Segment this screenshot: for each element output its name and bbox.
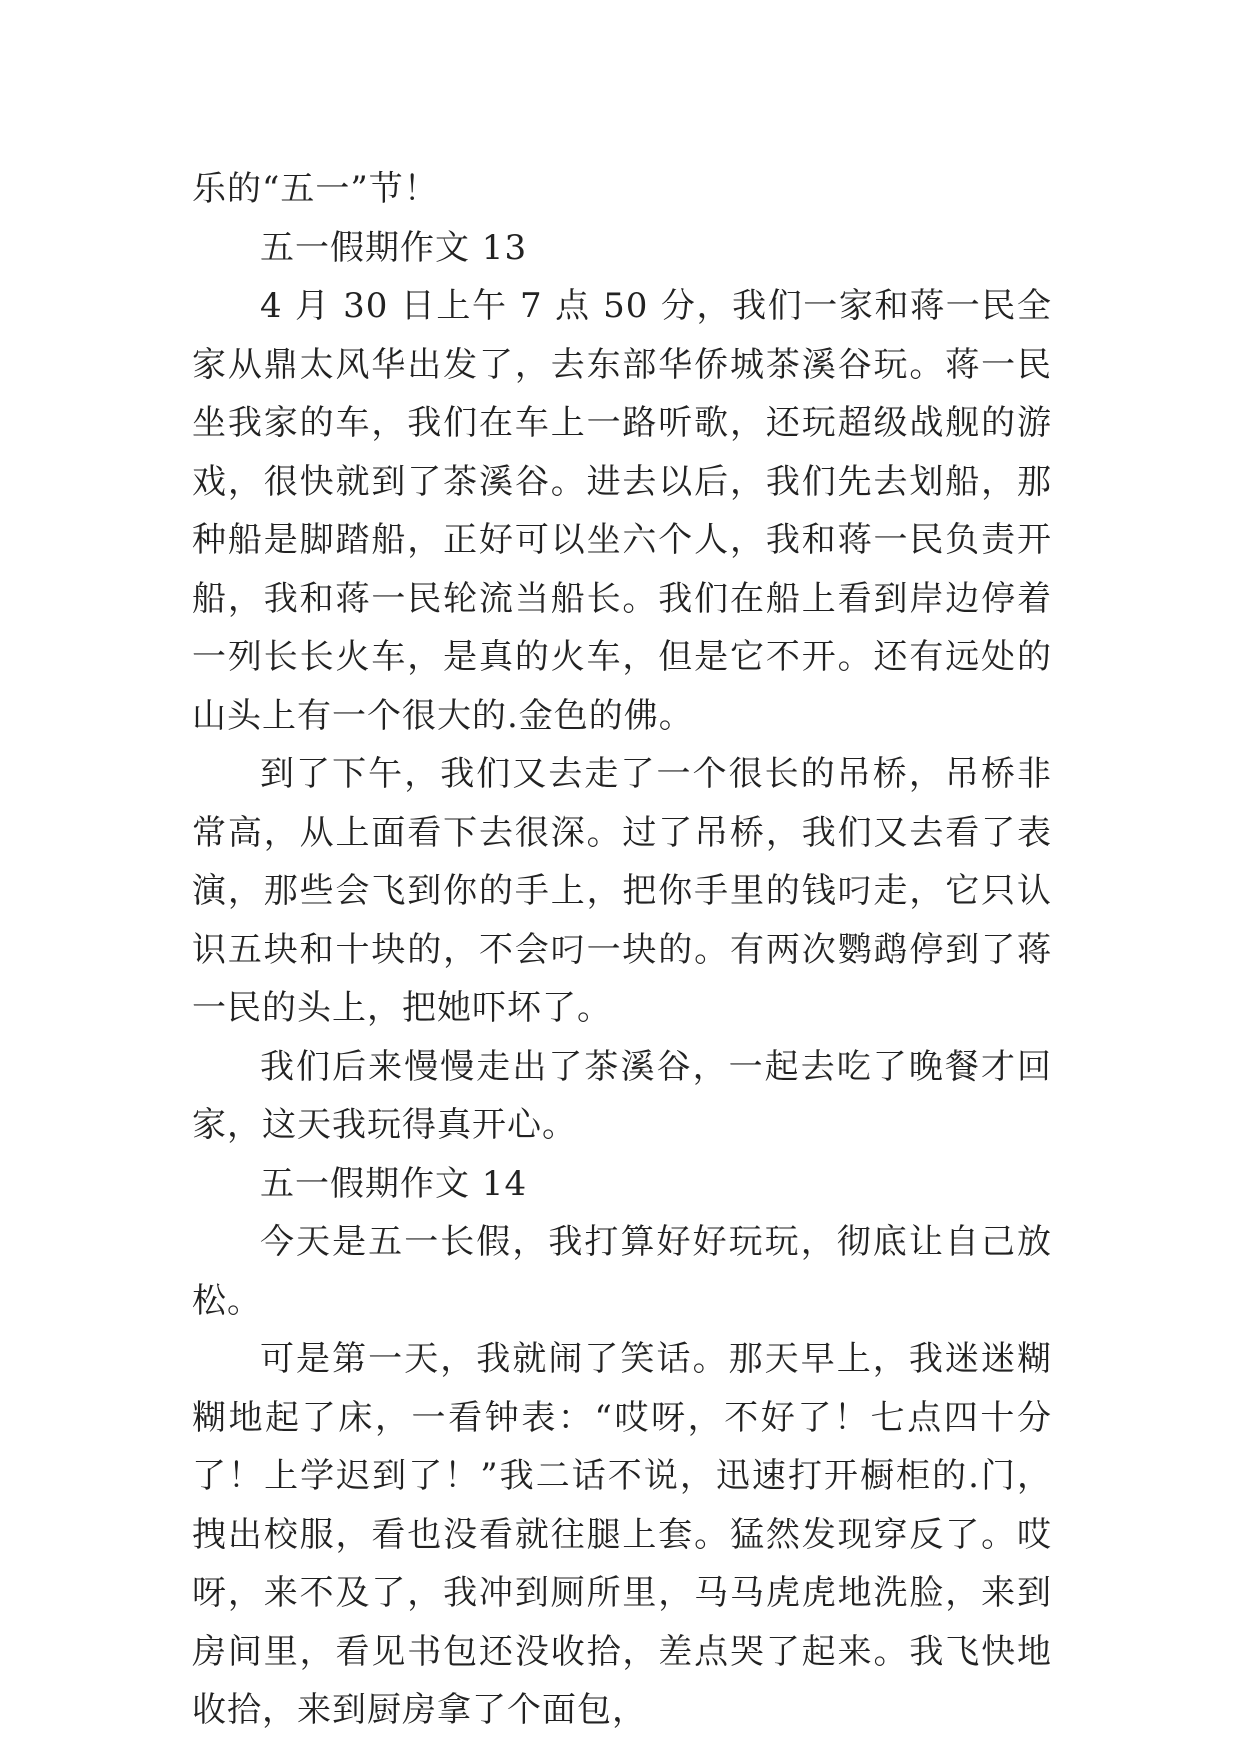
paragraph: 可是第一天，我就闹了笑话。那天早上，我迷迷糊糊地起了床，一看钟表：“哎呀，不好了！七点四十分了！上学迟到了！”我二话不说，迅速打开橱柜的.门，拽出校服，看也没看就往腿上套。猛然发现穿反了。哎呀，来不及了，我冲到厕所里，马马虎虎地洗脸，来到房间里，看见书包还没收拾，差点哭了起来。我飞快地收拾，来到厨房拿了个面包， <box>192 1339 1052 1730</box>
paragraph: 今天是五一长假，我打算好好玩玩，彻底让自己放松。 <box>192 1222 1052 1321</box>
paragraph-continuation: 乐的“五一”节！ <box>192 169 439 209</box>
essay-title-14: 五一假期作文 14 <box>260 1163 528 1204</box>
paragraph: 4 月 30 日上午 7 点 50 分，我们一家和蒋一民全家从鼎太风华出发了，去东部华侨城茶溪谷玩。蒋一民坐我家的车，我们在车上一路听歌，还玩超级战舰的游戏，很快就到了茶溪谷。进去以后，我们先去划船，那种船是脚踏船，正好可以坐六个人，我和蒋一民负责开船，我和蒋一民轮流当船长。我们在船上看到岸边停着一列长长火车，是真的火车，但是它不开。还有远处的山头上有一个很大的.金色的佛。 <box>192 286 1052 736</box>
essay-title-13: 五一假期作文 13 <box>260 227 528 268</box>
paragraph: 到了下午，我们又去走了一个很长的吊桥，吊桥非常高，从上面看下去很深。过了吊桥，我们又去看了表演，那些会飞到你的手上，把你手里的钱叼走，它只认识五块和十块的，不会叼一块的。有两次鹦鹉停到了蒋一民的头上，把她吓坏了。 <box>192 754 1052 1028</box>
document-body <box>192 160 1052 1740</box>
paragraph: 我们后来慢慢走出了茶溪谷，一起去吃了晚餐才回家，这天我玩得真开心。 <box>192 1046 1052 1145</box>
